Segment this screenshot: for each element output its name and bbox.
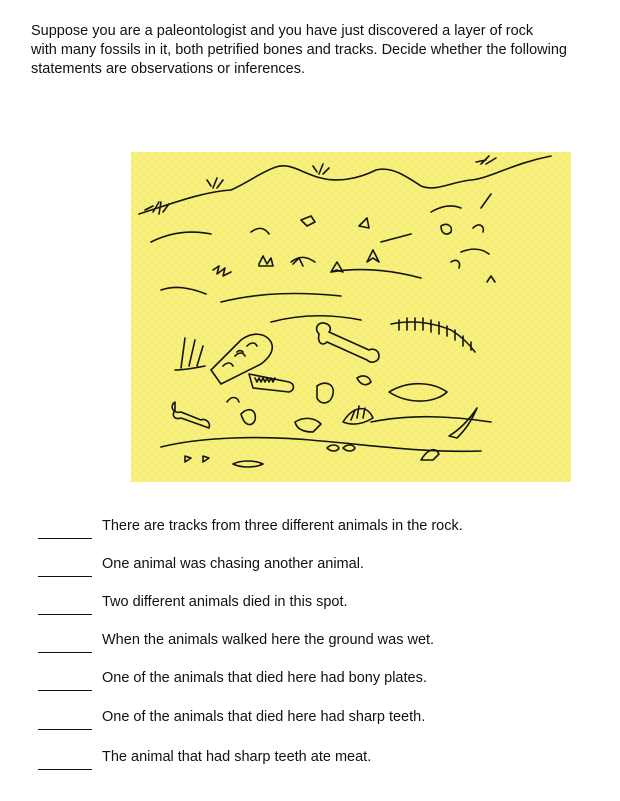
statement-row bbox=[38, 627, 598, 649]
instructions-line: with many fossils in it, both petrified bones and tracks. Decide whether the following bbox=[31, 42, 567, 58]
answer-blank[interactable] bbox=[38, 715, 92, 730]
statement-row bbox=[38, 551, 598, 573]
statement-text: The animal that had sharp teeth ate meat. bbox=[102, 749, 372, 765]
answer-blank[interactable] bbox=[38, 524, 92, 539]
answer-blank[interactable] bbox=[38, 600, 92, 615]
statement-text: Two different animals died in this spot. bbox=[102, 594, 348, 610]
statement-row bbox=[38, 704, 598, 726]
answer-blank[interactable] bbox=[38, 755, 92, 770]
statement-row bbox=[38, 589, 598, 611]
statement-row bbox=[38, 744, 598, 766]
answer-blank[interactable] bbox=[38, 638, 92, 653]
statement-row bbox=[38, 665, 598, 687]
answer-blank[interactable] bbox=[38, 562, 92, 577]
statement-row bbox=[38, 513, 598, 535]
statement-text: One animal was chasing another animal. bbox=[102, 556, 364, 572]
instructions-line: Suppose you are a paleontologist and you have just discovered a layer of rock bbox=[31, 23, 534, 39]
statement-text: One of the animals that died here had sharp teeth. bbox=[102, 709, 426, 725]
answer-blank[interactable] bbox=[38, 676, 92, 691]
statement-text: One of the animals that died here had bony plates. bbox=[102, 670, 427, 686]
instructions-line: statements are observations or inferences. bbox=[31, 61, 306, 77]
statement-text: There are tracks from three different animals in the rock. bbox=[102, 518, 463, 534]
statement-text: When the animals walked here the ground was wet. bbox=[102, 632, 435, 648]
